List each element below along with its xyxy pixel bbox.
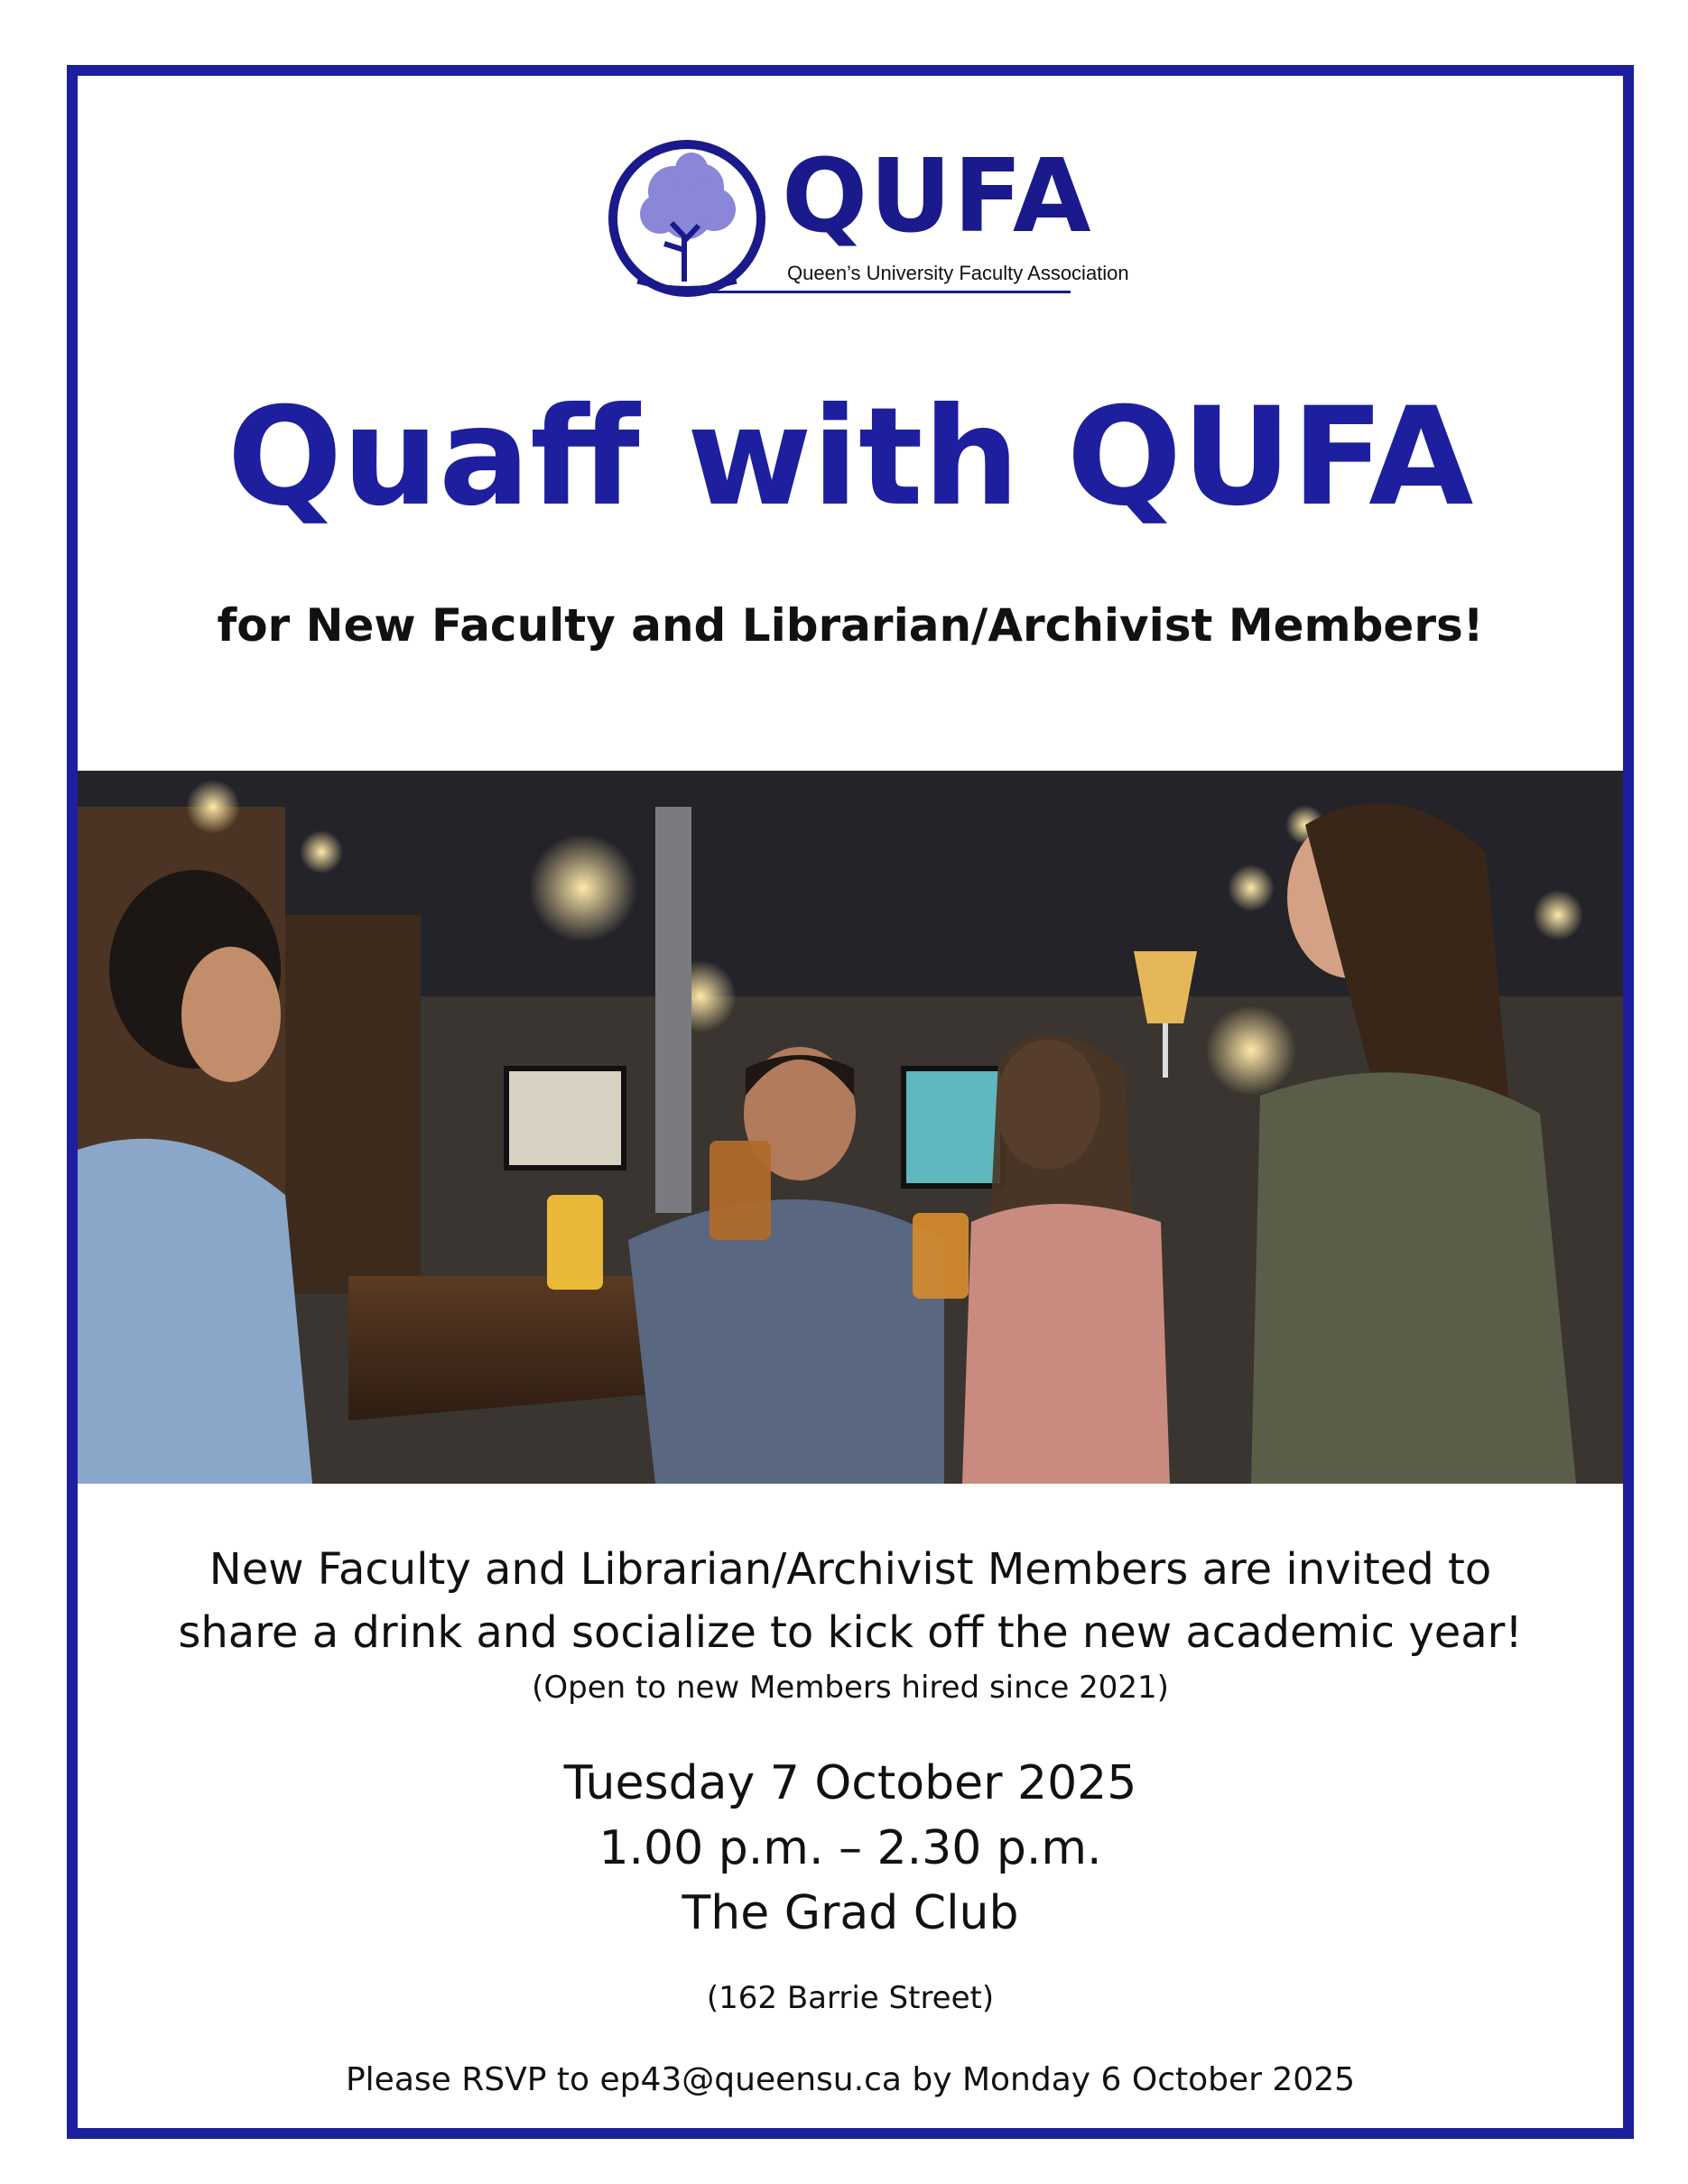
event-title: Quaff with QUFA xyxy=(227,379,1474,536)
event-subtitle: for New Faculty and Librarian/Archivist Members! xyxy=(217,599,1484,652)
logo-subtitle: Queen’s University Faculty Association xyxy=(787,262,1129,284)
logo-underline xyxy=(710,291,1071,293)
event-time: 1.00 p.m. – 2.30 p.m. xyxy=(598,1821,1102,1875)
logo-wordmark: QUFA xyxy=(782,138,1093,255)
event-venue: The Grad Club xyxy=(682,1886,1019,1940)
page-border xyxy=(67,65,1634,2139)
pub-photo xyxy=(78,771,1623,1484)
invitation-line-1: New Faculty and Librarian/Archivist Members are invited to xyxy=(209,1544,1492,1595)
people-toasting-image xyxy=(78,771,1623,1484)
invitation-line-2: share a drink and socialize to kick off the new academic year! xyxy=(178,1607,1523,1658)
rsvp-line: Please RSVP to ep43@queensu.ca by Monday 6 October 2025 xyxy=(345,2061,1356,2098)
tree-emblem-icon xyxy=(601,137,782,309)
event-date: Tuesday 7 October 2025 xyxy=(563,1756,1137,1810)
qufa-logo xyxy=(601,137,1143,309)
event-address: (162 Barrie Street) xyxy=(706,1980,995,2016)
invitation-text xyxy=(78,1538,1623,1664)
eligibility-note: (Open to new Members hired since 2021) xyxy=(532,1670,1169,1706)
